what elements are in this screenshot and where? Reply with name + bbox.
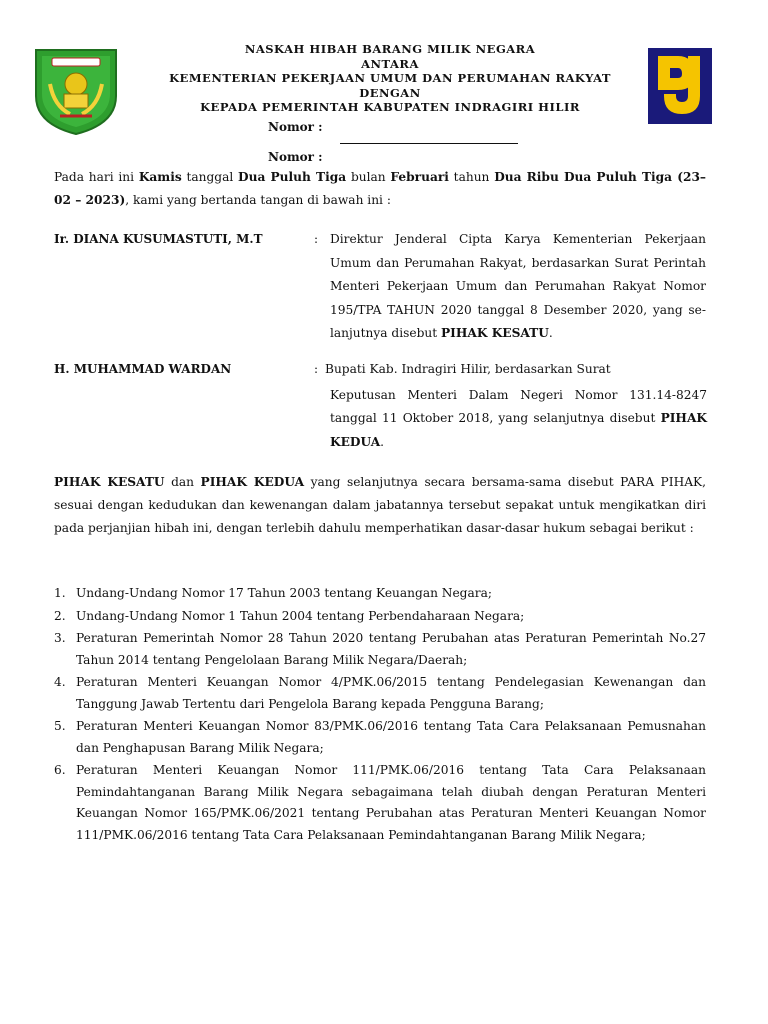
agreement-party-1: PIHAK KESATU (54, 475, 165, 489)
agreement-text-1: dan (164, 475, 201, 489)
party-1-colon: : (314, 232, 319, 246)
party-2-role: PIHAK KEDUA (330, 411, 707, 449)
party-1-desc-text: Direktur Jenderal Cipta Karya Kementerian Pekerjaan Umum dan Perumahan Rakyat, berdasarkan Surat Perintah Menteri Pekerjaan Umum dan Perumahan Rakyat Nomor 195/TPA TAHUN 2020 tanggal 8 Desember 2020, yang se-lanjutnya disebut (330, 232, 706, 340)
list-item-number: 5. (54, 719, 66, 733)
indragiri-hilir-emblem-logo (30, 44, 122, 136)
list-item-number: 2. (54, 608, 66, 623)
list-item (54, 583, 706, 605)
party-2-desc-rest (325, 384, 707, 455)
title-line-4: DENGAN (359, 85, 421, 100)
intro-text-2: tanggal (181, 170, 239, 184)
party-2-desc-text: Keputusan Menteri Dalam Negeri Nomor 131.14-8247 tanggal 11 Oktober 2018, yang selanjutnya disebut (330, 387, 707, 425)
party-1-role: PIHAK KESATU (441, 326, 549, 340)
intro-paragraph (54, 166, 706, 212)
title-line-1: NASKAH HIBAH BARANG MILIK NEGARA (244, 42, 536, 56)
nomor-label-2: Nomor : (268, 150, 323, 164)
list-item-number: 4. (54, 675, 66, 689)
list-item (54, 760, 706, 846)
list-item-text: Undang-Undang Nomor 1 Tahun 2004 tentang Perbendaharaan Negara; (76, 608, 525, 623)
document-header (130, 42, 650, 115)
agreement-party-2: PIHAK KEDUA (200, 475, 305, 489)
agreement-text-2: yang selanjutnya secara bersama-sama disebut PARA PIHAK, sesuai dengan kedudukan dan kewenangan dalam jabatannya tersebut sepakat untuk mengikatkan diri pada perjanjian hibah ini, dengan terlebih dahulu memperhatikan dasar-dasar hukum sebagai berikut : (54, 475, 706, 535)
intro-year: Dua Ribu Dua Puluh Tiga (23– 02 – 2023) (54, 170, 707, 207)
nomor-label-1: Nomor : (268, 120, 323, 134)
intro-text-5: , kami yang bertanda tangan di bawah ini : (125, 193, 391, 207)
list-item (54, 628, 706, 671)
party-2-name: H. MUHAMMAD WARDAN (54, 362, 232, 376)
party-2-end: . (380, 434, 385, 449)
list-item-number: 3. (54, 631, 66, 645)
intro-date: Dua Puluh Tiga (238, 170, 347, 184)
list-item (54, 716, 706, 759)
list-item-text: Peraturan Pemerintah Nomor 28 Tahun 2020 tentang Perubahan atas Peraturan Pemerintah No.27 Tahun 2014 tentang Pengelolaan Barang Milik Negara/Daerah; (76, 631, 706, 667)
party-1-name: Ir. DIANA KUSUMASTUTI, M.T (54, 232, 263, 246)
intro-text-3: bulan (346, 170, 391, 184)
list-item (54, 606, 706, 628)
intro-day: Kamis (138, 170, 182, 184)
title-line-5: KEPADA PEMERINTAH KABUPATEN INDRAGIRI HILIR (200, 100, 580, 114)
list-item-text: Peraturan Menteri Keuangan Nomor 111/PMK.06/2016 tentang Tata Cara Pelaksanaan Pemindahtanganan Barang Milik Negara sebagaimana telah diubah dengan Peraturan Menteri Keuangan Nomor 165/PMK.06/2021 tentang Perubahan atas Peraturan Menteri Keuangan Nomor 111/PMK.06/2016 tentang Tata Cara Pelaksanaan Pemindahtanganan Barang Milik Negara; (76, 763, 706, 842)
legal-bases-list (54, 583, 706, 847)
party-2-colon: : (314, 362, 319, 376)
list-item-text: Peraturan Menteri Keuangan Nomor 4/PMK.06/2015 tentang Pendelegasian Kewenangan dan Tanggung Jawab Tertentu dari Pengelola Barang kepada Pengguna Barang; (76, 675, 706, 711)
list-item-text: Undang-Undang Nomor 17 Tahun 2003 tentang Keuangan Negara; (76, 586, 492, 600)
agreement-paragraph (54, 471, 706, 540)
party-1-end: . (548, 326, 553, 340)
intro-month: Februari (390, 170, 449, 184)
intro-text-4: tahun (448, 170, 495, 184)
party-1-description (330, 228, 706, 346)
title-line-3: KEMENTERIAN PEKERJAAN UMUM DAN PERUMAHAN RAKYAT (169, 71, 611, 85)
title-line-2: ANTARA (361, 56, 419, 71)
list-item (54, 672, 706, 715)
party-2-description (325, 358, 707, 454)
pu-logo (648, 48, 712, 124)
nomor-underline (340, 143, 518, 144)
list-item-number: 1. (54, 586, 66, 600)
party-2-desc-line-1: Bupati Kab. Indragiri Hilir, berdasarkan Surat (325, 362, 611, 376)
list-item-number: 6. (54, 763, 66, 777)
intro-text-1: Pada hari ini (54, 170, 139, 184)
list-item-text: Peraturan Menteri Keuangan Nomor 83/PMK.06/2016 tentang Tata Cara Pelaksanaan Pemusnahan dan Penghapusan Barang Milik Negara; (76, 719, 706, 755)
